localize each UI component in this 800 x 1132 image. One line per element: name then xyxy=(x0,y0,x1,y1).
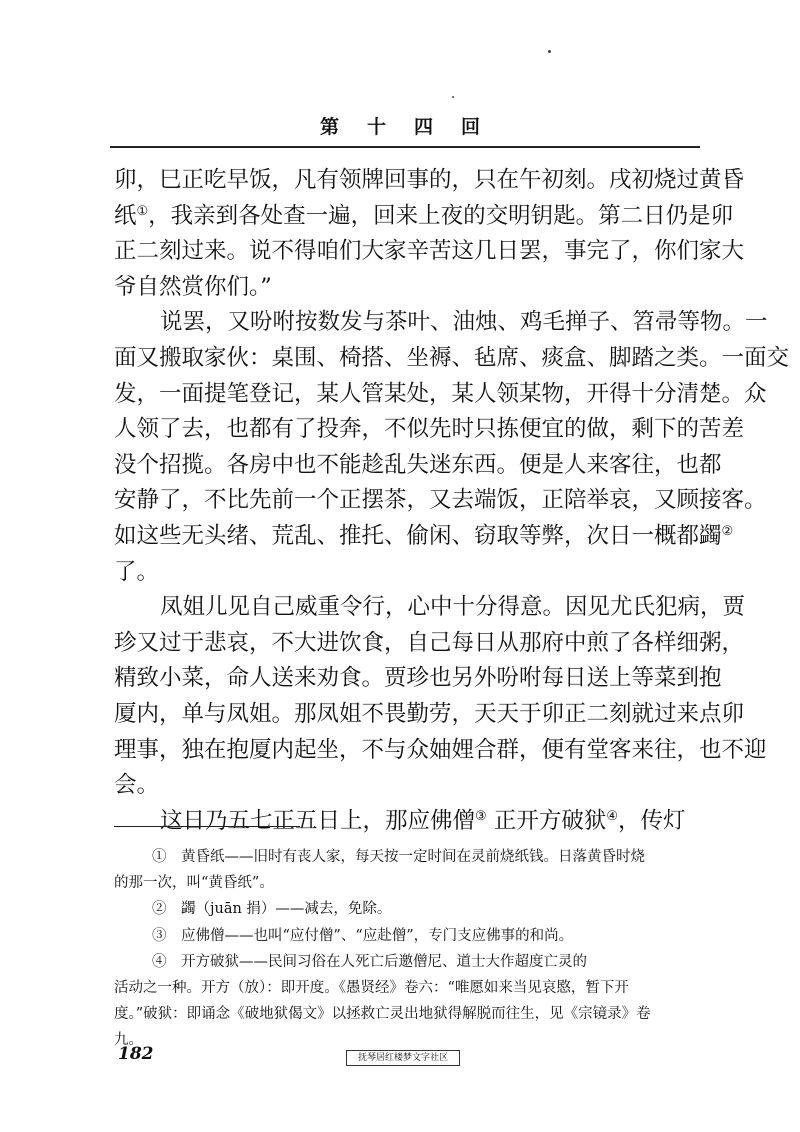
footnote-line: ② 蠲（juān 捐）——减去，免除。 xyxy=(152,901,392,918)
text-segment: 纸 xyxy=(114,202,137,229)
text-line xyxy=(114,767,704,803)
text-line xyxy=(114,732,767,768)
text-line xyxy=(114,269,704,305)
text-line xyxy=(114,198,734,234)
footnote-line: ① 黄昏纸——旧时有丧人家，每天按一定时间在灵前烧纸钱。日落黄昏时烧 xyxy=(152,849,645,865)
footnote-ref: ② xyxy=(721,524,734,539)
scan-speck xyxy=(452,96,454,98)
text-segment: 精致小菜，命人送来劝食。贾珍也另外吩咐每日送上等菜到抱 xyxy=(114,665,722,692)
footnote-line: 的那一次，叫“黄昏纸”。 xyxy=(114,875,274,892)
text-line xyxy=(114,482,767,518)
footnote-ref: ① xyxy=(136,203,149,219)
footnote-ref: ④ xyxy=(606,808,618,824)
text-segment: 正二刻过来。说不得咱们大家辛苦这几日罢，事完了，你们家大 xyxy=(114,238,745,265)
text-segment: 卯，巳正吃早饭，凡有领牌回事的，只在午初刻。戌初烧过黄昏 xyxy=(114,167,745,193)
text-line xyxy=(160,589,750,625)
text-segment: 没个招揽。各房中也不能趁乱失迷东西。便是人来客往，也都 xyxy=(114,451,722,478)
text-line xyxy=(114,376,767,412)
footnote-line: 九。 xyxy=(114,1032,143,1049)
text-line xyxy=(160,803,750,839)
text-line xyxy=(114,340,790,376)
footnote-line: 度。”破狱：即诵念《破地狱偈文》以拯救亡灵出地狱得解脱而往生，见《宗镜录》卷 xyxy=(114,1006,651,1023)
text-segment: 人领了去，也都有了投奔，不似先时只拣便宜的做，剩下的苦差 xyxy=(114,416,745,443)
text-segment: ，我亲到各处查一遍，回来上夜的交明钥匙。第二日仍是卯 xyxy=(148,202,734,229)
chapter-header: 第十四回 xyxy=(319,116,508,138)
text-segment: 正开方破狱 xyxy=(486,807,607,834)
text-line xyxy=(160,304,768,340)
text-segment: 会。 xyxy=(114,772,160,799)
footnote-line: 活动之一种。开方（放）：即开度。《愚贤经》卷六：“唯愿如来当见哀愍，暂下开 xyxy=(114,980,629,996)
text-segment: 这日乃五七正五日上，那应佛僧 xyxy=(160,807,476,834)
text-segment: 发，一面提笔登记，某人管某处，某人领某物，开得十分清楚。众 xyxy=(114,380,767,407)
text-segment: 了。 xyxy=(114,558,160,585)
watermark-stamp: 抚琴居红楼梦文字社区 xyxy=(346,1050,460,1066)
text-segment: 面又搬取家伙：桌围、椅搭、坐褥、毡席、痰盒、脚踏之类。一面交 xyxy=(114,345,790,371)
text-line xyxy=(114,625,745,661)
text-segment: 凤姐儿见自己威重令行，心中十分得意。因见尤氏犯病，贾 xyxy=(160,594,746,621)
text-line xyxy=(114,411,745,447)
text-line xyxy=(114,447,722,483)
page-number: 182 xyxy=(118,1044,154,1064)
text-segment: 安静了，不比先前一个正摆茶，又去端饭，正陪举哀，又顾接客。 xyxy=(114,487,767,514)
text-line xyxy=(114,162,745,198)
text-segment: 如这些无头绪、荒乱、推托、偷闲、窃取等弊，次日一概都蠲 xyxy=(114,523,722,549)
text-segment: 珍又过于悲哀，不大进饮食，自己每日从那府中煎了各样细粥， xyxy=(114,629,745,656)
footnote-line: ④ 开方破狱——民间习俗在人死亡后邀僧尼、道士大作超度亡灵的 xyxy=(152,953,587,970)
text-line xyxy=(114,233,745,269)
scan-speck xyxy=(548,50,551,53)
text-segment: 爷自然赏你们。” xyxy=(114,273,272,300)
text-line xyxy=(114,660,722,696)
footnote-ref: ③ xyxy=(475,808,487,824)
text-segment: 说罢，又吩咐按数发与茶叶、油烛、鸡毛掸子、笤帚等物。一 xyxy=(160,309,768,336)
text-segment: ，传灯 xyxy=(617,807,686,834)
text-line xyxy=(114,696,745,732)
text-segment: 厦内，单与凤姐。那凤姐不畏勤劳，天天于卯正二刻就过来点卯 xyxy=(114,701,745,727)
text-line xyxy=(114,518,734,554)
text-segment: 理事，独在抱厦内起坐，不与众妯娌合群，便有堂客来往，也不迎 xyxy=(114,736,767,763)
text-line xyxy=(114,554,704,590)
footnote-separator xyxy=(114,826,300,827)
footnote-line: ③ 应佛僧——也叫“应付僧”、“应赴僧”，专门支应佛事的和尚。 xyxy=(152,927,574,944)
header-rule xyxy=(110,146,700,148)
